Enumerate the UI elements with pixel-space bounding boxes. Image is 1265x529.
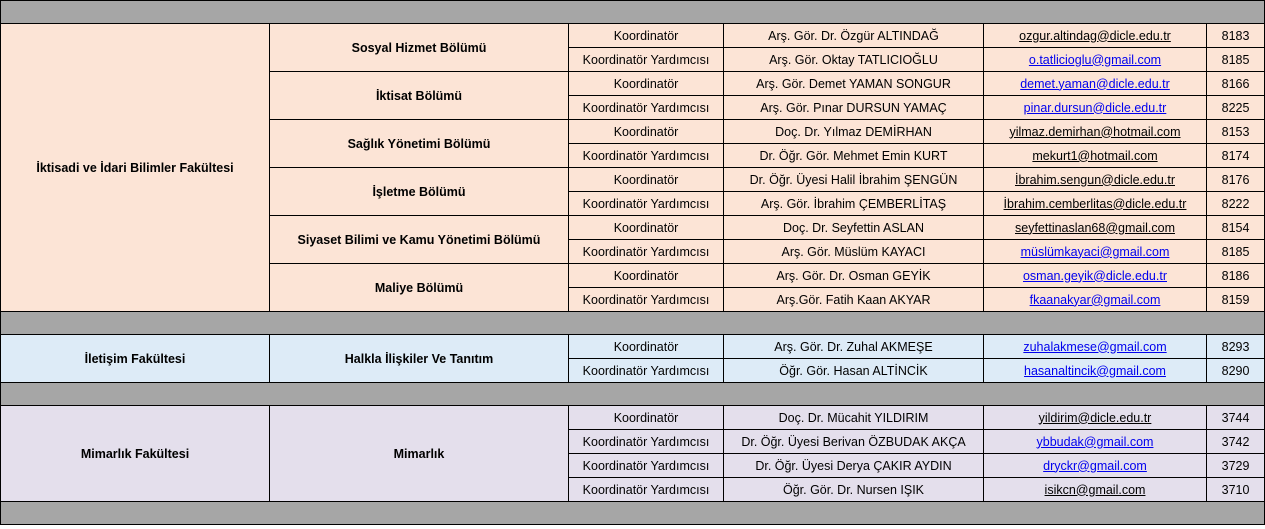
role-cell: Koordinatör xyxy=(569,335,724,359)
email-link[interactable]: yilmaz.demirhan@hotmail.com xyxy=(984,120,1207,144)
phone-cell: 8153 xyxy=(1207,120,1265,144)
email-link[interactable]: o.tatlicioglu@gmail.com xyxy=(984,48,1207,72)
email-link[interactable]: ybbudak@gmail.com xyxy=(984,430,1207,454)
role-cell: Koordinatör xyxy=(569,72,724,96)
email-link[interactable]: İbrahim.sengun@dicle.edu.tr xyxy=(984,168,1207,192)
phone-cell: 8225 xyxy=(1207,96,1265,120)
role-cell: Koordinatör Yardımcısı xyxy=(569,359,724,383)
role-cell: Koordinatör Yardımcısı xyxy=(569,288,724,312)
role-cell: Koordinatör Yardımcısı xyxy=(569,430,724,454)
phone-cell: 3742 xyxy=(1207,430,1265,454)
phone-cell: 8166 xyxy=(1207,72,1265,96)
role-cell: Koordinatör Yardımcısı xyxy=(569,240,724,264)
phone-cell: 8186 xyxy=(1207,264,1265,288)
role-cell: Koordinatör Yardımcısı xyxy=(569,96,724,120)
phone-cell: 8159 xyxy=(1207,288,1265,312)
email-link[interactable]: zuhalakmese@gmail.com xyxy=(984,335,1207,359)
phone-cell: 8174 xyxy=(1207,144,1265,168)
separator-row xyxy=(1,383,1265,406)
phone-cell: 8154 xyxy=(1207,216,1265,240)
person-name-cell: Arş. Gör. Dr. Zuhal AKMEŞE xyxy=(724,335,984,359)
role-cell: Koordinatör xyxy=(569,24,724,48)
person-name-cell: Dr. Öğr. Üyesi Derya ÇAKIR AYDIN xyxy=(724,454,984,478)
person-name-cell: Doç. Dr. Yılmaz DEMİRHAN xyxy=(724,120,984,144)
email-link[interactable]: İbrahim.cemberlitas@dicle.edu.tr xyxy=(984,192,1207,216)
phone-cell: 8293 xyxy=(1207,335,1265,359)
person-name-cell: Doç. Dr. Mücahit YILDIRIM xyxy=(724,406,984,430)
role-cell: Koordinatör xyxy=(569,168,724,192)
phone-cell: 8183 xyxy=(1207,24,1265,48)
phone-cell: 8185 xyxy=(1207,48,1265,72)
faculty-cell: İletişim Fakültesi xyxy=(1,335,270,383)
person-name-cell: Öğr. Gör. Hasan ALTİNCİK xyxy=(724,359,984,383)
email-link[interactable]: ozgur.altindag@dicle.edu.tr xyxy=(984,24,1207,48)
phone-cell: 3744 xyxy=(1207,406,1265,430)
role-cell: Koordinatör Yardımcısı xyxy=(569,454,724,478)
role-cell: Koordinatör xyxy=(569,216,724,240)
phone-cell: 3729 xyxy=(1207,454,1265,478)
table-row xyxy=(1,406,1265,430)
email-link[interactable]: dryckr@gmail.com xyxy=(984,454,1207,478)
department-cell: Siyaset Bilimi ve Kamu Yönetimi Bölümü xyxy=(270,216,569,264)
department-cell: Sağlık Yönetimi Bölümü xyxy=(270,120,569,168)
department-cell: İşletme Bölümü xyxy=(270,168,569,216)
email-link[interactable]: isikcn@gmail.com xyxy=(984,478,1207,502)
person-name-cell: Dr. Öğr. Gör. Mehmet Emin KURT xyxy=(724,144,984,168)
faculty-cell: Mimarlık Fakültesi xyxy=(1,406,270,502)
person-name-cell: Arş. Gör. Müslüm KAYACI xyxy=(724,240,984,264)
role-cell: Koordinatör Yardımcısı xyxy=(569,192,724,216)
person-name-cell: Dr. Öğr. Üyesi Halil İbrahim ŞENGÜN xyxy=(724,168,984,192)
person-name-cell: Doç. Dr. Seyfettin ASLAN xyxy=(724,216,984,240)
role-cell: Koordinatör xyxy=(569,406,724,430)
role-cell: Koordinatör xyxy=(569,120,724,144)
table-row xyxy=(1,24,1265,48)
person-name-cell: Öğr. Gör. Dr. Nursen IŞIK xyxy=(724,478,984,502)
email-link[interactable]: mekurt1@hotmail.com xyxy=(984,144,1207,168)
role-cell: Koordinatör Yardımcısı xyxy=(569,48,724,72)
phone-cell: 8176 xyxy=(1207,168,1265,192)
department-cell: İktisat Bölümü xyxy=(270,72,569,120)
faculty-cell: İktisadi ve İdari Bilimler Fakültesi xyxy=(1,24,270,312)
email-link[interactable]: pinar.dursun@dicle.edu.tr xyxy=(984,96,1207,120)
role-cell: Koordinatör Yardımcısı xyxy=(569,478,724,502)
email-link[interactable]: fkaanakyar@gmail.com xyxy=(984,288,1207,312)
separator-row xyxy=(1,1,1265,24)
separator-row xyxy=(1,502,1265,525)
person-name-cell: Arş. Gör. Demet YAMAN SONGUR xyxy=(724,72,984,96)
person-name-cell: Arş. Gör. Pınar DURSUN YAMAÇ xyxy=(724,96,984,120)
email-link[interactable]: demet.yaman@dicle.edu.tr xyxy=(984,72,1207,96)
department-cell: Sosyal Hizmet Bölümü xyxy=(270,24,569,72)
phone-cell: 8290 xyxy=(1207,359,1265,383)
person-name-cell: Arş.Gör. Fatih Kaan AKYAR xyxy=(724,288,984,312)
table-row xyxy=(1,335,1265,359)
department-cell: Mimarlık xyxy=(270,406,569,502)
person-name-cell: Arş. Gör. İbrahim ÇEMBERLİTAŞ xyxy=(724,192,984,216)
person-name-cell: Arş. Gör. Dr. Özgür ALTINDAĞ xyxy=(724,24,984,48)
role-cell: Koordinatör Yardımcısı xyxy=(569,144,724,168)
email-link[interactable]: hasanaltincik@gmail.com xyxy=(984,359,1207,383)
phone-cell: 8185 xyxy=(1207,240,1265,264)
email-link[interactable]: müslümkayaci@gmail.com xyxy=(984,240,1207,264)
phone-cell: 3710 xyxy=(1207,478,1265,502)
separator-row xyxy=(1,312,1265,335)
department-cell: Maliye Bölümü xyxy=(270,264,569,312)
phone-cell: 8222 xyxy=(1207,192,1265,216)
role-cell: Koordinatör xyxy=(569,264,724,288)
person-name-cell: Arş. Gör. Dr. Osman GEYİK xyxy=(724,264,984,288)
email-link[interactable]: yildirim@dicle.edu.tr xyxy=(984,406,1207,430)
person-name-cell: Arş. Gör. Oktay TATLICIOĞLU xyxy=(724,48,984,72)
person-name-cell: Dr. Öğr. Üyesi Berivan ÖZBUDAK AKÇA xyxy=(724,430,984,454)
email-link[interactable]: osman.geyik@dicle.edu.tr xyxy=(984,264,1207,288)
email-link[interactable]: seyfettinaslan68@gmail.com xyxy=(984,216,1207,240)
department-cell: Halkla İlişkiler Ve Tanıtım xyxy=(270,335,569,383)
